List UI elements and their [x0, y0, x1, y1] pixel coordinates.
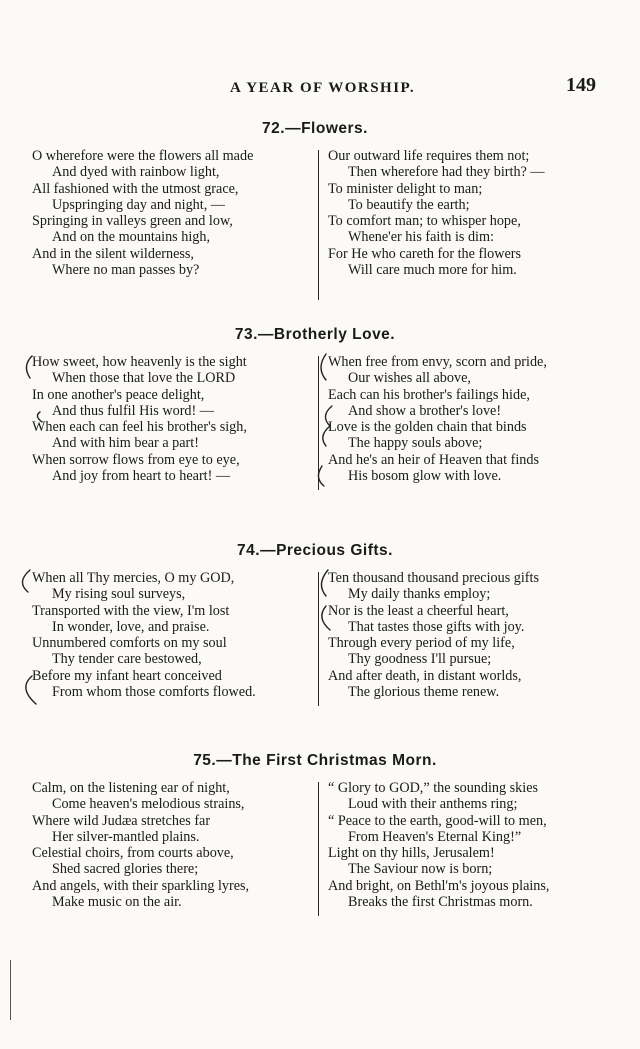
verse-line: Loud with their anthems ring; [348, 796, 518, 813]
verse-line: Breaks the first Christmas morn. [348, 894, 533, 911]
verse-left [32, 148, 314, 278]
verse-line: When sorrow flows from eye to eye, [32, 451, 240, 468]
page-edge-mark [10, 960, 11, 1020]
verse-line: And angels, with their sparkling lyres, [32, 877, 250, 894]
verse-line: And on the mountains high, [52, 229, 211, 246]
verse-line: Springing in valleys green and low, [32, 213, 233, 230]
pencil-bracket-mark [8, 566, 48, 716]
verse-line: Ten thousand thousand precious gifts [328, 570, 539, 586]
verse-line: Make music on the air. [52, 894, 182, 911]
verse-line: Shed sacred glories there; [52, 861, 199, 878]
verse-line: Where wild Judæa stretches far [32, 812, 211, 829]
verse-line: Our outward life requires them not; [328, 148, 530, 164]
verse-line: How sweet, how heavenly is the sight [32, 354, 247, 370]
verse-line: In wonder, love, and praise. [52, 618, 210, 635]
verse-line: Will care much more for him. [348, 262, 517, 279]
verse-right [328, 780, 600, 910]
verse-line: To beautify the earth; [348, 196, 470, 213]
verse-line: “ Peace to the earth, good-will to men, [328, 812, 547, 829]
page-number: 149 [566, 74, 596, 96]
hymn-75 [30, 752, 600, 912]
verse-line: Our wishes all above, [348, 370, 471, 387]
verse-line: Through every period of my life, [328, 635, 515, 652]
verse-line: Her silver-mantled plains. [52, 828, 200, 845]
verse-line: “ Glory to GOD,” the sounding skies [328, 780, 539, 796]
hymn-columns [30, 148, 600, 280]
verse-line: Each can his brother's failings hide, [328, 386, 530, 403]
verse-line: When all Thy mercies, O my GOD, [32, 570, 235, 586]
verse-line: Thy tender care bestowed, [52, 651, 202, 668]
verse-line: For He who careth for the flowers [328, 245, 522, 262]
verse-line: From whom those comforts flowed. [52, 684, 256, 701]
verse-left [32, 570, 314, 700]
verse-line: Then wherefore had they birth? — [348, 164, 545, 181]
verse-line: His bosom glow with love. [348, 468, 502, 485]
verse-line: The glorious theme renew. [348, 684, 500, 701]
verse-line: Unnumbered comforts on my soul [32, 635, 227, 652]
pencil-bracket-mark [300, 350, 340, 495]
verse-line: Upspringing day and night, — [52, 196, 225, 213]
column-divider [318, 150, 319, 300]
verse-line: Come heaven's melodious strains, [52, 796, 245, 813]
verse-line: The happy souls above; [348, 435, 483, 452]
running-head [30, 74, 600, 104]
running-title: A YEAR OF WORSHIP. [230, 80, 416, 96]
verse-line: My daily thanks employ; [348, 586, 491, 603]
verse-right [328, 148, 600, 278]
verse-line: And bright, on Bethl'm's joyous plains, [328, 877, 550, 894]
verse-line: From Heaven's Eternal King!” [348, 828, 522, 845]
hymn-title: 73.—Brotherly Love. [234, 326, 396, 343]
verse-line: My rising soul surveys, [52, 586, 186, 603]
verse-left [32, 780, 314, 910]
hymn-title: 74.—Precious Gifts. [237, 542, 393, 559]
verse-line: Where no man passes by? [52, 262, 200, 279]
verse-line: Whene'er his faith is dim: [348, 229, 494, 246]
verse-line: And with him bear a part! [52, 435, 199, 452]
pencil-bracket-mark [14, 350, 54, 495]
verse-line: The Saviour now is born; [348, 861, 493, 878]
verse-line: Calm, on the listening ear of night, [32, 780, 230, 796]
verse-line: When those that love the LORD [52, 370, 236, 387]
verse-line: That tastes those gifts with joy. [348, 618, 525, 635]
verse-right [328, 354, 600, 484]
verse-line: To comfort man; to whisper hope, [328, 213, 521, 230]
hymn-title: 75.—The First Christmas Morn. [193, 752, 437, 769]
verse-line: All fashioned with the utmost grace, [32, 180, 239, 197]
verse-right [328, 570, 600, 700]
verse-line: When free from envy, scorn and pride, [328, 354, 547, 370]
verse-line: Thy goodness I'll pursue; [348, 651, 492, 668]
verse-line: O wherefore were the flowers all made [32, 148, 254, 164]
hymn-72 [30, 120, 600, 280]
verse-line: Light on thy hills, Jerusalem! [328, 845, 495, 862]
pencil-bracket-mark [306, 566, 346, 646]
verse-line: To minister delight to man; [328, 180, 483, 197]
verse-line: And dyed with rainbow light, [52, 164, 220, 181]
verse-left [32, 354, 314, 484]
verse-line: And he's an heir of Heaven that finds [328, 451, 539, 468]
hymn-columns [30, 780, 600, 912]
verse-line: Love is the golden chain that binds [328, 419, 527, 436]
verse-line: And after death, in distant worlds, [328, 667, 522, 684]
verse-line: And joy from heart to heart! — [52, 468, 231, 485]
verse-line: And thus fulfil His word! — [52, 402, 214, 419]
verse-line: And show a brother's love! [348, 402, 502, 419]
verse-line: Transported with the view, I'm lost [32, 602, 230, 619]
verse-line: Before my infant heart conceived [32, 667, 222, 684]
column-divider [318, 782, 319, 916]
verse-line: And in the silent wilderness, [32, 245, 194, 262]
hymn-title: 72.—Flowers. [262, 120, 368, 137]
verse-line: Nor is the least a cheerful heart, [328, 602, 509, 619]
verse-line: In one another's peace delight, [32, 386, 205, 403]
verse-line: When each can feel his brother's sigh, [32, 419, 247, 436]
verse-line: Celestial choirs, from courts above, [32, 845, 234, 862]
